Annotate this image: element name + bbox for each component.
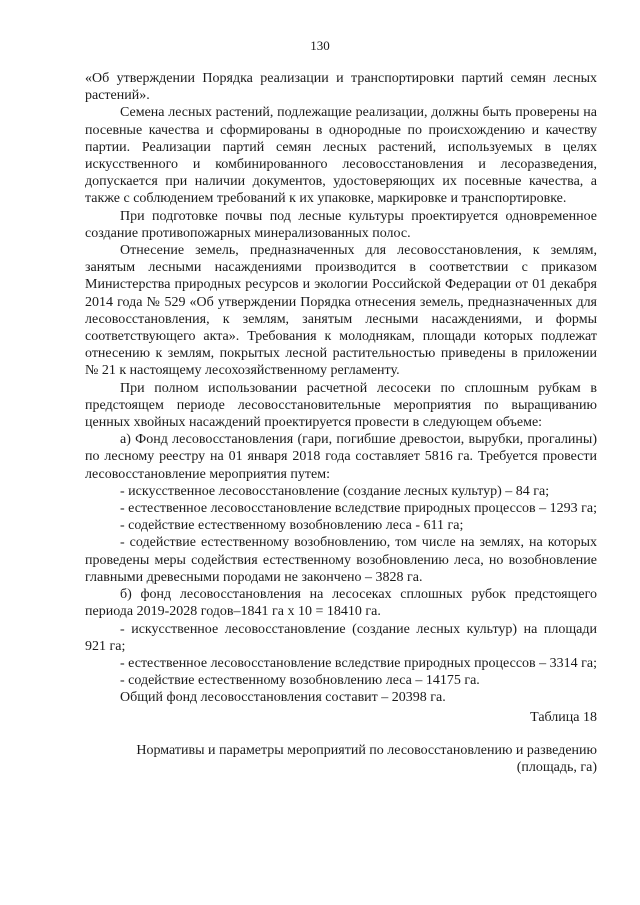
list-item-b2: - естественное лесовосстановление вследствие природных процессов – 3314 га; [120,655,597,671]
paragraph-4: Отнесение земель, предназначенных для лесовосстановления, к землям, занятым лесными насаждениями производится в соответствии с приказом Министерства природных ресурсов и экологии Российской Федерации от 01 декабря 2014 года № 529 «Об утверждении Порядка отнесения земель, предназначенных для лесовосстановления, к землям, занятым лесными насаждениями, и формы соответствующего акта». Требования к молоднякам, площади которых подлежат отнесению к землям, покрытых лесной растительностью приведены в приложении № 21 к настоящему лесохозяйственному регламенту. [85,243,597,379]
list-item-a3: - содействие естественному возобновлению леса - 611 га; [120,518,464,534]
paragraph-3: При подготовке почвы под лесные культуры проектируется одновременное создание противопожарных минерализованных полос. [85,208,597,241]
page-number: 130 [310,38,330,53]
table-title: Нормативы и параметры мероприятий по лесовосстановлению и разведению (площадь, га) [136,742,597,775]
body-text [85,70,597,776]
paragraph-2: Семена лесных растений, подлежащие реализации, должны быть проверены на посевные качества и сформированы в однородные по происхождению и качеству партии. Реализации партий семян лесных растений, используемых в целях искусственного и комбинированного лесовосстановления и лесоразведения, допускается при наличии документов, удостоверяющих их посевные качества, а также с соблюдением требований к их упаковке, маркировке и транспортировке. [85,105,597,207]
paragraph-6: а) Фонд лесовосстановления (гари, погибшие древостои, вырубки, прогалины) по лесному реестру на 01 января 2018 года составляет 5816 га. Требуется провести лесовосстановление мероприятия путем: [85,432,597,482]
paragraph-7: б) фонд лесовосстановления на лесосеках сплошных рубок предстоящего периода 2019-2028 годов–1841 га х 10 = 18410 га. [85,587,597,620]
list-item-b3: - содействие естественному возобновлению леса – 14175 га. [120,673,480,689]
paragraph-5: При полном использовании расчетной лесосеки по сплошным рубкам в предстоящем периоде лесовосстановительные мероприятия по выращиванию ценных хвойных насаждений проектируется провести в следующем объеме: [85,380,597,431]
paragraph-1: «Об утверждении Порядка реализации и транспортировки партий семян лесных растений». [85,71,597,104]
list-item-b1: - искусственное лесовосстановление (создание лесных культур) на площади 921 га; [85,621,597,654]
table-label: Таблица 18 [530,709,597,725]
list-item-a4: - содействие естественному возобновлению, том числе на землях, на которых проведены меры содействия естественному возобновлению леса, но возобновление главными древесными породами не закончено – 3828 га. [85,535,597,585]
list-item-a2: - естественное лесовосстановление вследствие природных процессов – 1293 га; [120,501,597,517]
paragraph-total: Общий фонд лесовосстановления составит – 20398 га. [120,690,446,706]
list-item-a1: - искусственное лесовосстановление (создание лесных культур) – 84 га; [120,483,550,499]
